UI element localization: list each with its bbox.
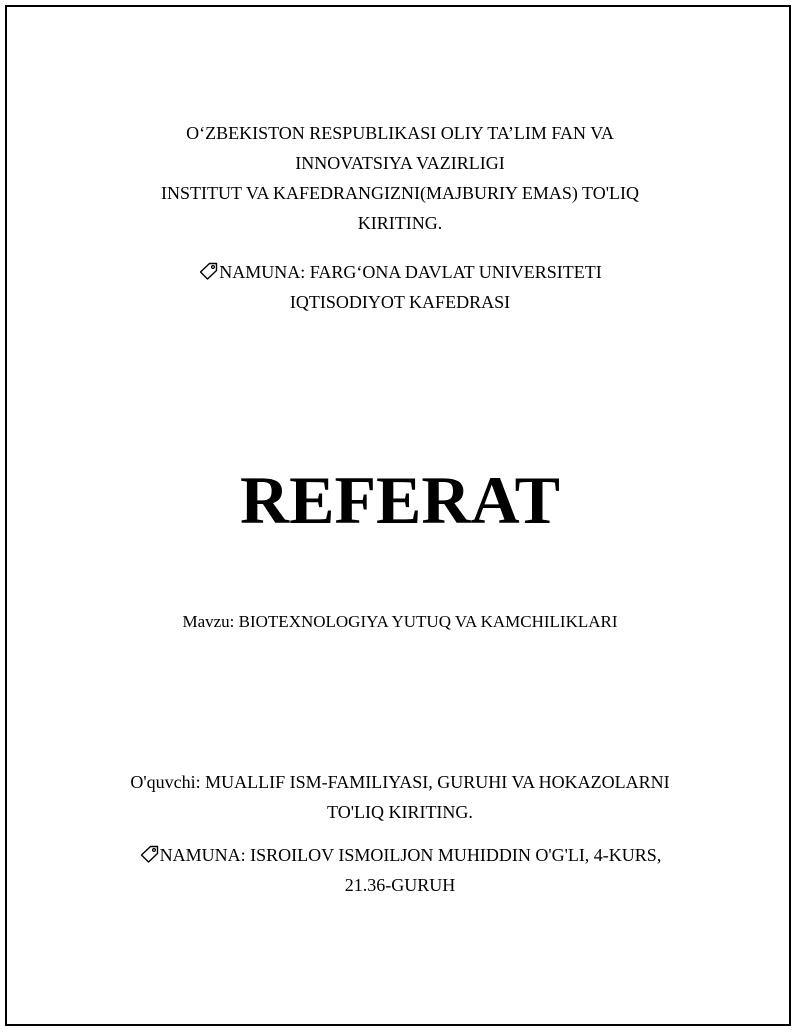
institute-example-text-1: NAMUNA: FARG‘ONA DAVLAT UNIVERSITETI <box>219 262 602 282</box>
student-example-text-1: NAMUNA: ISROILOV ISMOILJON MUHIDDIN O'G'LI, 4-KURS, <box>159 845 662 865</box>
tag-icon <box>198 262 218 280</box>
tag-icon <box>139 845 159 863</box>
ministry-header <box>0 118 800 238</box>
document-title <box>0 458 800 542</box>
student-example <box>0 840 800 900</box>
ministry-line-2: INNOVATSIYA VAZIRLIGI <box>295 153 505 173</box>
document-title-text: REFERAT <box>240 462 560 538</box>
instruction-line-2: KIRITING. <box>357 213 443 233</box>
institute-example <box>0 257 800 317</box>
ministry-line-1: O‘ZBEKISTON RESPUBLIKASI OLIY TA’LIM FAN VA <box>186 123 614 143</box>
instruction-line-1: INSTITUT VA KAFEDRANGIZNI(MAJBURIY EMAS) TO'LIQ <box>161 183 639 203</box>
institute-example-line-2: IQTISODIYOT KAFEDRASI <box>289 292 511 312</box>
student-example-line-1 <box>0 840 800 870</box>
topic-text: Mavzu: BIOTEXNOLOGIYA YUTUQ VA KAMCHILIKLARI <box>182 612 618 631</box>
student-info <box>0 767 800 827</box>
student-line-1: O'quvchi: MUALLIF ISM-FAMILIYASI, GURUHI VA HOKAZOLARNI <box>130 772 670 792</box>
student-line-2: TO'LIQ KIRITING. <box>327 802 473 822</box>
institute-example-line-1 <box>0 257 800 287</box>
topic <box>0 607 800 637</box>
student-example-line-2: 21.36-GURUH <box>344 875 456 895</box>
